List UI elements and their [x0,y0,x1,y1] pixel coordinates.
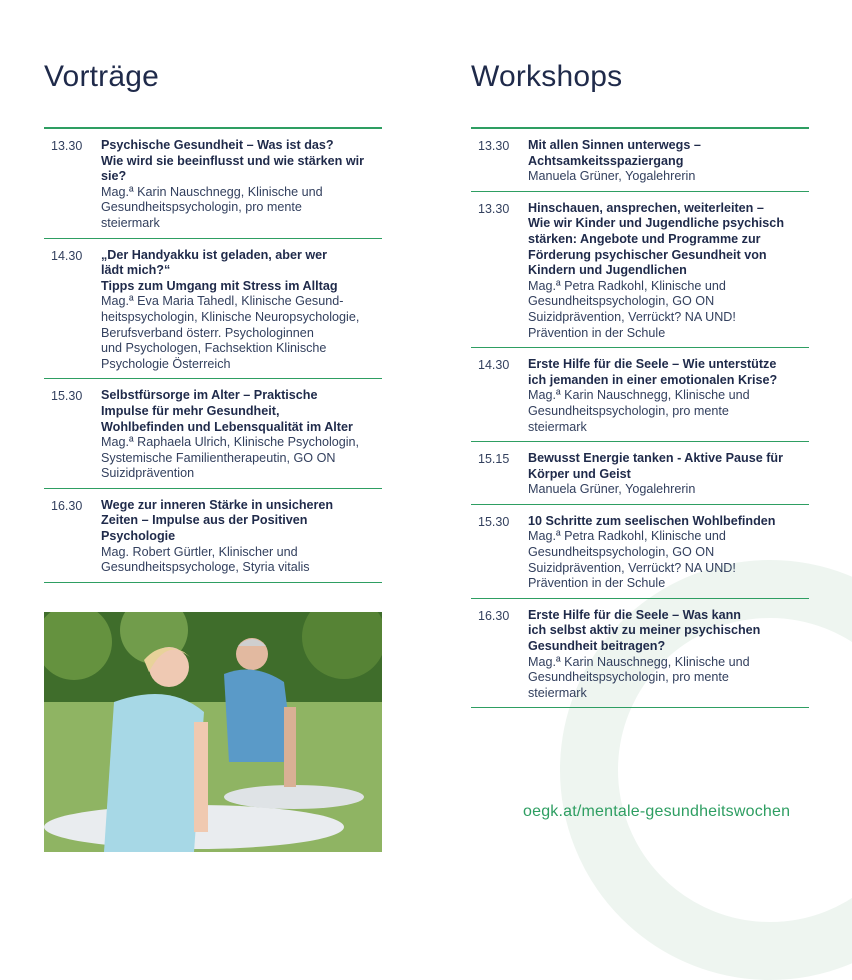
item-title: Psychische Gesundheit – Was ist das? Wie wird sie beeinflusst und wie stärken wir sie? [101,138,365,184]
item-time: 13.30 [51,139,83,153]
list-item [471,129,809,192]
item-speaker: Manuela Grüner, Yogalehrerin [528,169,696,184]
item-speaker: Mag.ª Karin Nauschnegg, Klinische und Gesundheitspsychologin, pro mente steiermark [528,388,750,434]
item-speaker: Mag.ª Raphaela Ulrich, Klinische Psychologin, Systemische Familientherapeutin, GO ON Suizidprävention [101,435,360,481]
item-content [528,514,809,592]
photo-illustration [44,612,382,852]
item-content [528,138,809,185]
workshops-heading: Workshops [471,60,623,93]
item-time: 13.30 [478,139,510,153]
item-title: Erste Hilfe für die Seele – Was kann ich selbst aktiv zu meiner psychischen Gesundheit beitragen? [528,607,761,654]
item-content [101,138,382,232]
item-speaker: Mag.ª Petra Radkohl, Klinische und Gesundheitspsychologin, GO ON Suizidprävention, Verrückt? NA UND! Prävention in der Schule [528,529,736,591]
item-content [528,608,809,702]
website-link[interactable]: oegk.at/mentale-gesundheitswochen [523,803,791,820]
list-item [471,348,809,442]
item-time: 13.30 [478,201,510,216]
item-content [528,201,809,341]
list-item [44,239,382,380]
list-item [44,489,382,583]
list-item [471,192,809,348]
item-title: Bewusst Energie tanken - Aktive Pause für Körper und Geist [528,451,783,481]
item-speaker: Mag.ª Karin Nauschnegg, Klinische und Gesundheitspsychologin, pro mente steiermark [101,184,323,230]
item-content [101,498,382,576]
item-time: 15.15 [478,452,510,467]
item-title: Hinschauen, ansprechen, weiterleiten – Wie wir Kinder und Jugendliche psychisch stärken: Angebote und Programme zur Förderung psychischer Gesundheit von Kindern und Jugendlichen [528,200,785,278]
list-item [44,379,382,489]
yoga-couple-photo [44,612,382,852]
item-title: Erste Hilfe für die Seele – Wie unterstütze ich jemanden in einer emotionalen Krise? [528,357,778,387]
item-content [528,451,809,498]
workshops-list [471,127,809,708]
item-speaker: Mag.ª Petra Radkohl, Klinische und Gesundheitspsychologin, GO ON Suizidprävention, Verrückt? NA UND! Prävention in der Schule [528,278,736,340]
item-content [101,248,382,373]
item-time: 14.30 [478,358,510,373]
item-title: „Der Handyakku ist geladen, aber wer lädt mich?“ Tipps zum Umgang mit Stress im Alltag [101,247,338,293]
item-time: 16.30 [51,498,83,513]
item-content [101,388,382,482]
item-time: 14.30 [51,248,83,263]
vortraege-heading: Vorträge [44,60,160,93]
vortraege-list [44,127,382,583]
item-speaker: Mag.ª Eva Maria Tahedl, Klinische Gesund- heitspsychologin, Klinische Neuropsychologie, Berufsverband österr. Psychologinnen und Psychologen, Fachsektion Klinische Psychologie Österreich [101,294,360,371]
item-time: 16.30 [478,608,510,623]
list-item [471,442,809,505]
list-item [471,505,809,599]
item-speaker: Mag. Robert Gürtler, Klinischer und Gesundheitspsychologe, Styria vitalis [101,544,310,575]
item-speaker: Mag.ª Karin Nauschnegg, Klinische und Gesundheitspsychologin, pro mente steiermark [528,654,750,700]
item-title: Selbstfürsorge im Alter – Praktische Impulse für mehr Gesundheit, Wohlbefinden und Lebensqualität im Alter [101,388,353,434]
item-content [528,357,809,435]
list-item [471,599,809,709]
item-speaker: Manuela Grüner, Yogalehrerin [528,482,696,497]
item-time: 15.30 [478,514,510,529]
list-item [44,129,382,239]
item-title: Mit allen Sinnen unterwegs – Achtsamkeitsspaziergang [528,138,701,168]
item-title: Wege zur inneren Stärke in unsicheren Zeiten – Impulse aus der Positiven Psychologie [101,497,334,544]
item-time: 15.30 [51,389,83,404]
item-title: 10 Schritte zum seelischen Wohlbefinden [528,513,776,528]
